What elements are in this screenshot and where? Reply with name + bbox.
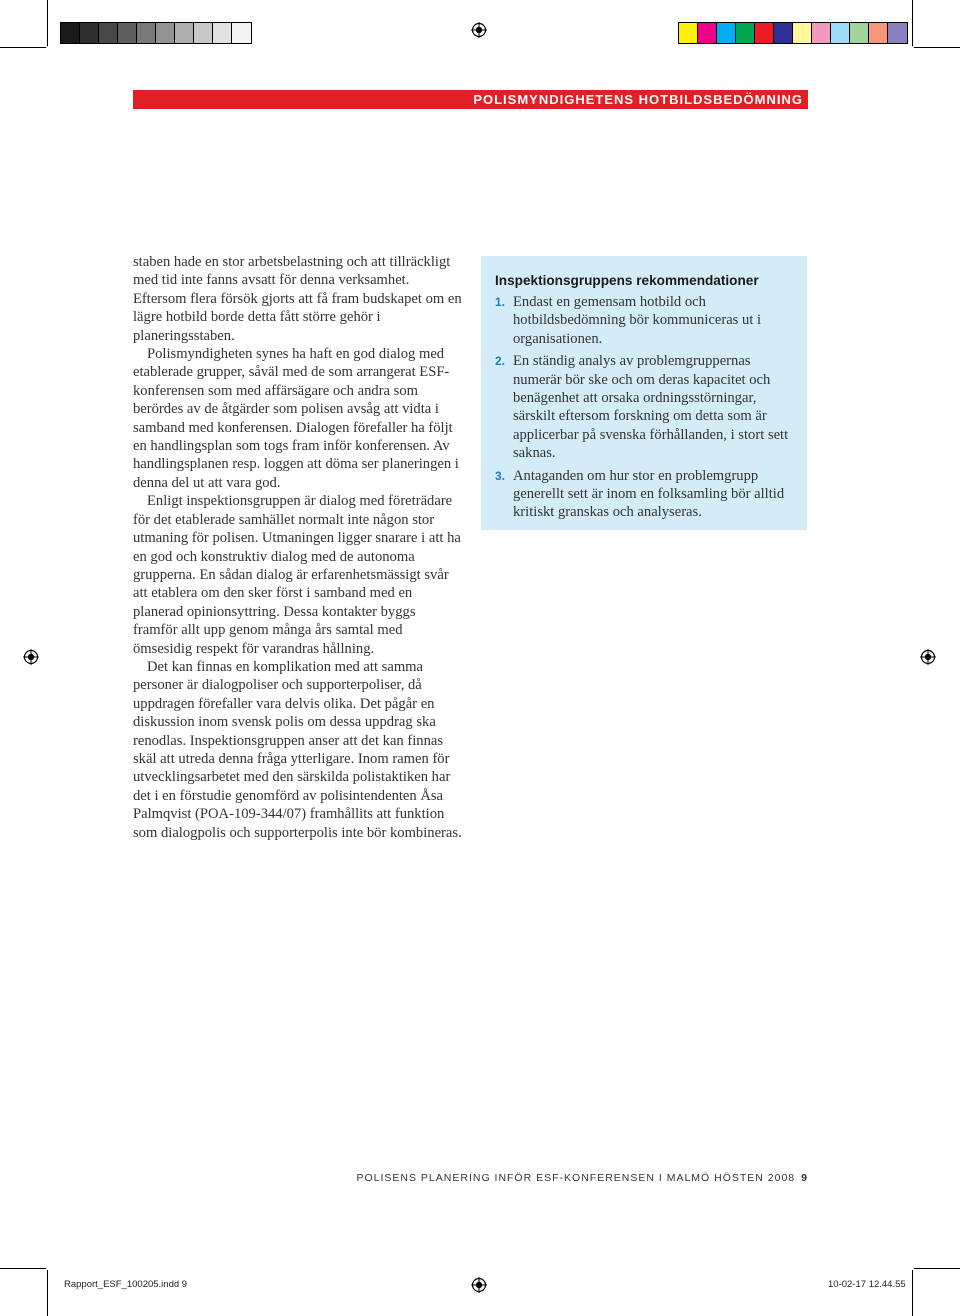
slug-timestamp: 10-02-17 12.44.55 — [828, 1279, 906, 1290]
recommendation-number: 1. — [495, 295, 506, 309]
color-swatch — [869, 23, 888, 43]
gray-swatch — [156, 23, 175, 43]
color-swatch — [812, 23, 831, 43]
body-paragraph: staben hade en stor arbetsbelastning och att tillräckligt med tid inte fanns avsatt för denna verksamhet. Eftersom flera försök gjorts att få fram budskapet om en lägre hotbild borde detta fått större gehör i planeringsstaben. — [133, 254, 462, 344]
color-swatch — [831, 23, 850, 43]
gray-swatch — [175, 23, 194, 43]
recommendation-text: Endast en gemensam hotbild och hotbildsbedömning bör kommuniceras ut i organisationen. — [513, 294, 762, 347]
crop-mark — [914, 47, 960, 48]
color-swatch — [793, 23, 812, 43]
recommendation-item — [495, 467, 791, 522]
crop-mark — [0, 1268, 46, 1269]
gray-swatch — [61, 23, 80, 43]
gray-swatch — [99, 23, 118, 43]
recommendations-box — [481, 256, 807, 530]
color-swatch — [698, 23, 717, 43]
section-header-title: POLISMYNDIGHETENS HOTBILDSBEDÖMNING — [473, 92, 803, 107]
gray-swatch — [80, 23, 99, 43]
slug-filename: Rapport_ESF_100205.indd 9 — [64, 1279, 188, 1290]
page-number: 9 — [801, 1172, 808, 1184]
crop-mark — [912, 1270, 913, 1316]
registration-mark-icon — [471, 1277, 487, 1293]
color-swatch — [888, 23, 907, 43]
page-footer — [300, 1172, 808, 1184]
gray-swatch — [232, 23, 251, 43]
body-text-column — [133, 253, 463, 842]
recommendations-title: Inspektionsgruppens rekommendationer — [495, 273, 759, 288]
gray-swatch — [213, 23, 232, 43]
color-swatch — [755, 23, 774, 43]
crop-mark — [47, 0, 48, 46]
recommendations-list — [495, 293, 791, 522]
crop-mark — [47, 1270, 48, 1316]
crop-mark — [0, 47, 46, 48]
body-paragraph: Polismyndigheten synes ha haft en god dialog med etablerade grupper, såväl med de som arrangerat ESF-konferensen som med affärsägare och andra som berördes av de åtgärder som polisen avsåg att vidta i samband med konferensen. Dialogen förefaller ha följt en handlingsplan som togs fram inför konferensen. Av handlingsplanen resp. loggen att döma ser planeringen i denna del ut att vara god. — [133, 346, 459, 491]
recommendation-number: 2. — [495, 354, 506, 369]
recommendation-item — [495, 293, 791, 348]
grayscale-color-bar — [60, 22, 252, 44]
color-swatch — [717, 23, 736, 43]
process-color-bar — [678, 22, 908, 44]
color-swatch — [736, 23, 755, 43]
gray-swatch — [118, 23, 137, 43]
section-header-band — [133, 90, 808, 109]
gray-swatch — [194, 23, 213, 43]
color-swatch — [850, 23, 869, 43]
registration-mark-icon — [23, 649, 39, 665]
recommendation-number: 3. — [495, 468, 506, 483]
gray-swatch — [137, 23, 156, 43]
recommendation-text: En ständig analys av problemgruppernas numerär bör ske och om deras kapacitet och benägenhet att orsaka ordningsstörningar, särskilt eftersom forskning om detta som är applicerbar på svenska förhållanden, i stort sett saknas. — [513, 353, 789, 462]
running-title: POLISENS PLANERING INFÖR ESF-KONFERENSEN I MALMÖ HÖSTEN 2008 — [356, 1172, 796, 1184]
crop-mark — [912, 0, 913, 46]
registration-mark-icon — [471, 22, 487, 38]
registration-mark-icon — [920, 649, 936, 665]
color-swatch — [774, 23, 793, 43]
body-paragraph: Enligt inspektionsgruppen är dialog med företrädare för det etablerade samhället normalt inte någon stor utmaning för polisen. Utmaningen ligger snarare i att ha en god och konstruktiv dialog med de autonoma grupperna. En sådan dialog är erfarenhetsmässigt svår att etablera om den sker först i samband med en planerad opinionsyttring. Dessa kontakter byggs framför allt upp genom många års samtal med ömsesidig respekt för varandras hållning. — [133, 493, 461, 657]
recommendation-text: Antaganden om hur stor en problemgrupp generellt sett är inom en folksamling bör alltid kritiskt granskas och analyseras. — [513, 467, 785, 521]
recommendation-item — [495, 352, 791, 462]
crop-mark — [914, 1268, 960, 1269]
body-paragraph: Det kan finnas en komplikation med att samma personer är dialogpoliser och supporterpoliser, då uppdragen förefaller vara delvis olika. Det pågår en diskussion inom svensk polis om dessa uppdrag ska renodlas. Inspektionsgruppen anser att det kan finnas skäl att utreda denna fråga ytterligare. Inom ramen för utvecklingsarbetet med den särskilda polistaktiken har det i en förstudie genomförd av polisintendenten Åsa Palmqvist (POA-109-344/07) framhållits att funktion som dialogpolis och supporterpolis inte bör kombineras. — [133, 658, 462, 841]
color-swatch — [679, 23, 698, 43]
